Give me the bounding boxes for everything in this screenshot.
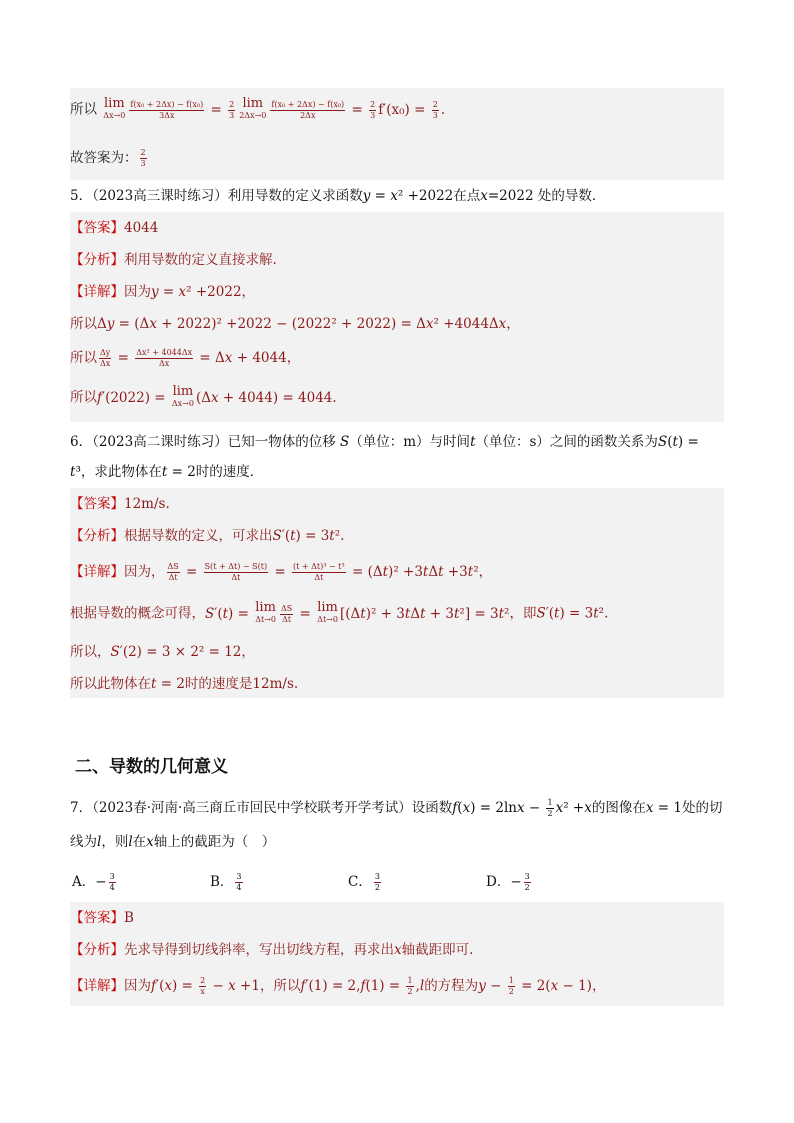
limit-line-prefix: 所以 [70, 101, 97, 118]
q5-detail-2: 所以Δy = (Δx + 2022)² +2022 − (2022² + 2022) = Δx² +4044Δx， [70, 316, 520, 332]
q6-detail-3: 所以，S′(2) = 3 × 2² = 12， [70, 644, 255, 660]
q5-detail-1: 【详解】因为y = x² +2022， [70, 284, 256, 300]
limit-line [70, 98, 724, 122]
q7-answer: 【答案】B [70, 910, 134, 926]
q6-detail-4: 所以此物体在t = 2时的速度是12m/s. [70, 676, 299, 692]
limit-expression: lim Δx→0 $\frac{\text{f(x₀ + 2Δx) − f(x₀)}}{3\Delta x}$ = $\frac{2}{3}$ lim 2Δx→0 $\frac{\text{f(x₀ + 2Δx) − f(x₀)}}{2\Delta x}$ = $\frac{2}{3}$ f′(x₀) = $\frac{2}{3}$ . [103, 96, 446, 120]
answer-line-prev: 故答案为： $\frac{2}{3}$ [70, 148, 146, 168]
question-6-line-1: 6．（2023高二课时练习）已知一物体的位移 S（单位：m）与时间t（单位：s）之间的函数关系为S(t) = [70, 434, 699, 450]
option-a: A．− $\frac{3}{4}$ [72, 872, 115, 892]
question-5: 5．（2023高三课时练习）利用导数的定义求函数y = x² +2022在点x=2022 处的导数． [70, 188, 606, 204]
option-c: C． $\frac{3}{2}$ [348, 872, 380, 892]
section-title: 二、导数的几何意义 [75, 757, 228, 777]
q7-analysis: 【分析】先求导得到切线斜率，写出切线方程，再求出x轴截距即可. [70, 942, 474, 958]
q5-detail-4: 所以f′(2022) = lim Δx→0 (Δx + 4044) = 4044. [70, 384, 337, 408]
q5-detail-3: 所以 $\frac{\Delta y}{\Delta x}$ = $\frac{\text{Δx² + 4044Δx}}{\Delta x}$ = Δx + 4044， [70, 348, 301, 368]
q5-analysis: 【分析】利用导数的定义直接求解. [70, 252, 277, 268]
option-b: B． $\frac{3}{4}$ [210, 872, 242, 892]
q5-answer: 【答案】4044 [70, 220, 159, 236]
q6-analysis: 【分析】根据导数的定义，可求出S′(t) = 3t². [70, 528, 345, 544]
question-7-line-2: 线为l，则l在x轴上的截距为（ ） [70, 834, 276, 850]
q6-detail-2: 根据导数的概念可得，S′(t) = lim Δt→0 $\frac{\Delta S}{\Delta t}$ = lim Δt→0 [(Δt)² + 3tΔt + 3t²] = 3t²，即S′(t) = 3t². [70, 600, 609, 624]
q7-detail-1: 【详解】因为f′(x) = $\frac{2}{x}$ − x +1，所以f′(1) = 2,f(1) = $\frac{1}{2}$ ,l的方程为y − $\frac{1}{2}$ = 2(x − 1)， [70, 976, 606, 996]
question-7-line-1: 7．（2023春·河南·高三商丘市回民中学校联考开学考试）设函数f(x) = 2lnx − $\frac{1}{2}$ x² +x的图像在x = 1处的切 [70, 798, 723, 818]
q6-answer-block [70, 488, 724, 698]
option-d: D．− $\frac{3}{2}$ [486, 872, 530, 892]
q6-answer: 【答案】12m/s. [70, 496, 170, 512]
q6-detail-1: 【详解】因为， $\frac{\Delta S}{\Delta t}$ = $\frac{S(t + \Delta t) - S(t)}{\Delta t}$ = $\frac{\text{(t + Δt)³ − t³}}{\Delta t}$ = (Δt)² +3tΔt +3t²， [70, 562, 493, 582]
question-6-line-2: t³，求此物体在t = 2时的速度． [70, 464, 264, 480]
